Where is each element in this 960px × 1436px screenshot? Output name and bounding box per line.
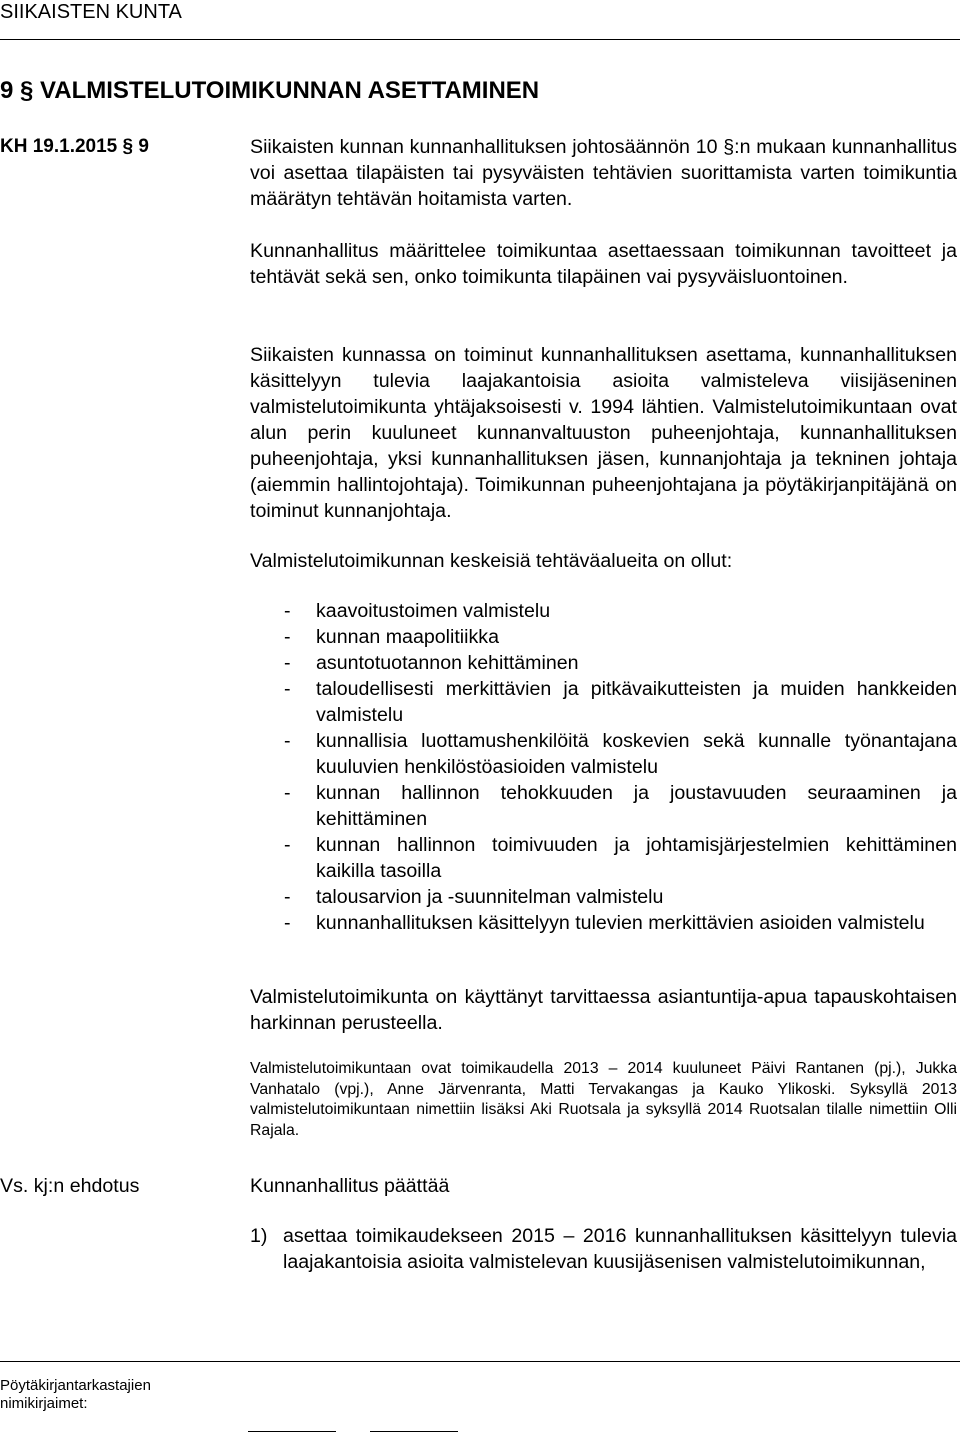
decision-intro: Kunnanhallitus päättää: [250, 1175, 450, 1197]
initials-line-2: [370, 1431, 458, 1432]
paragraph-tasks-intro: Valmistelutoimikunnan keskeisiä tehtäväalueita on ollut:: [250, 550, 733, 572]
list-item: - kunnan hallinnon tehokkuuden ja joustavuuden seuraaminen ja kehittäminen: [284, 782, 957, 830]
dash-bullet: -: [284, 652, 291, 674]
decision-item-number: 1): [250, 1225, 268, 1247]
paragraph-experts: Valmistelutoimikunta on käyttänyt tarvittaessa asiantuntija-apua tapauskohtaisen harkinnan perusteella.: [250, 986, 957, 1034]
meeting-reference: KH 19.1.2015 § 9: [0, 136, 149, 157]
footer-initials-label: Pöytäkirjantarkastajien nimikirjaimet:: [0, 1377, 151, 1412]
header-rule: [0, 39, 960, 40]
dash-bullet: -: [284, 600, 291, 622]
paragraph-rules: Siikaisten kunnan kunnanhallituksen johtosäännön 10 §:n mukaan kunnanhallitus voi asettaa tilapäisten tai pysyväisten tehtävien suorittamista varten toimikuntia määrätyn tehtävän hoitamista varten.: [250, 136, 957, 210]
initials-line-1: [248, 1431, 336, 1432]
dash-bullet: -: [284, 782, 291, 804]
dash-bullet: -: [284, 912, 291, 934]
footer-rule: [0, 1361, 960, 1362]
dash-bullet: -: [284, 886, 291, 908]
list-item: - taloudellisesti merkittävien ja pitkävaikutteisten ja muiden hankkeiden valmistelu: [284, 678, 957, 726]
list-item: - kunnan maapolitiikka: [284, 626, 499, 648]
paragraph-members: Valmistelutoimikuntaan ovat toimikaudella 2013 – 2014 kuuluneet Päivi Rantanen (pj.), Jukka Vanhatalo (vpj.), Anne Järvenranta, Matti Tervakangas ja Kauko Ylikoski. Syksyllä 2013 valmistelutoimikuntaan nimettiin lisäksi Aki Ruotsala ja syksyllä 2014 Ruotsalan tilalle nimettiin Olli Rajala.: [250, 1060, 957, 1139]
organization-name: SIIKAISTEN KUNTA: [0, 1, 182, 23]
list-item: - kaavoitustoimen valmistelu: [284, 600, 551, 622]
dash-bullet: -: [284, 678, 291, 700]
section-heading: 9 § VALMISTELUTOIMIKUNNAN ASETTAMINEN: [0, 77, 540, 104]
list-item: - kunnallisia luottamushenkilöitä koskevien sekä kunnalle työnantajana kuuluvien henkilöstöasioiden valmistelu: [284, 730, 957, 778]
proposal-label: Vs. kj:n ehdotus: [0, 1175, 140, 1197]
list-item: - kunnanhallituksen käsittelyyn tulevien merkittävien asioiden valmistelu: [284, 912, 925, 934]
list-item: - kunnan hallinnon toimivuuden ja johtamisjärjestelmien kehittäminen kaikilla tasoilla: [284, 834, 957, 882]
decision-item-text: asettaa toimikaudekseen 2015 – 2016 kunnanhallituksen käsittelyyn tulevia laajakantoisia asioita valmistelevan kuusijäsenisen valmistelutoimikunnan,: [283, 1225, 957, 1273]
list-item: - talousarvion ja -suunnitelman valmistelu: [284, 886, 664, 908]
task-list: [250, 598, 957, 936]
paragraph-definition: Kunnanhallitus määrittelee toimikuntaa asettaessaan toimikunnan tavoitteet ja tehtävät sekä sen, onko toimikunta tilapäinen vai pysyväisluontoinen.: [250, 240, 957, 288]
list-item: - asuntotuotannon kehittäminen: [284, 652, 579, 674]
dash-bullet: -: [284, 730, 291, 752]
dash-bullet: -: [284, 834, 291, 856]
paragraph-history: Siikaisten kunnassa on toiminut kunnanhallituksen asettama, kunnanhallituksen käsittelyyn tulevia laajakantoisia asioita valmisteleva viisijäseninen valmistelutoimikunta yhtäjaksoisesti v. 1994 lähtien. Valmistelutoimikuntaan ovat alun perin kuuluneet kunnanvaltuuston puheenjohtaja, kunnanhallituksen puheenjohtaja, yksi kunnanhallituksen jäsen, kunnanjohtaja ja tekninen johtaja (aiemmin hallintojohtaja). Toimikunnan puheenjohtajana ja pöytäkirjanpitäjänä on toiminut kunnanjohtaja.: [250, 344, 957, 522]
dash-bullet: -: [284, 626, 291, 648]
